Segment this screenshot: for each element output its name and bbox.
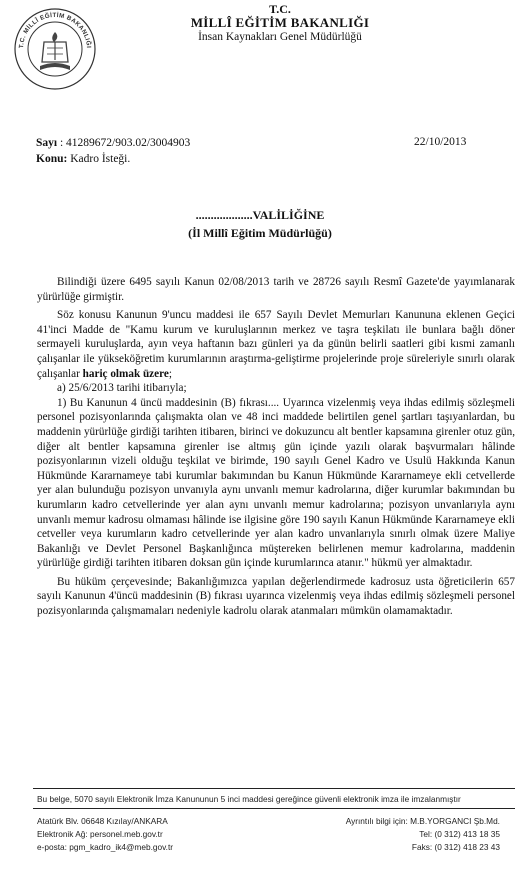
footer-address: Atatürk Blv. 06648 Kızılay/ANKARA [37, 816, 168, 826]
footer-electronic-network: Elektronik Ağ: personel.meb.gov.tr [37, 829, 163, 839]
header-tc: T.C. [269, 2, 291, 16]
ministry-logo [12, 4, 98, 90]
recipient-title: ...................VALİLİĞİNE [195, 208, 325, 222]
paragraph-2-emphasis: hariç olmak üzere [82, 367, 169, 380]
paragraph-2 [37, 308, 515, 381]
sayi-value: : 41289672/903.02/3004903 [59, 137, 191, 149]
sayi-row [36, 137, 190, 149]
sayi-label: Sayı [36, 137, 58, 149]
footer-phone: Tel: (0 312) 413 18 35 [419, 829, 500, 839]
recipient-subtitle: (İl Millî Eğitim Müdürlüğü) [188, 226, 332, 240]
paragraph-5: Bu hüküm çerçevesinde; Bakanlığımızca yapılan değerlendirmede kadrosuz usta öğreticilerin 657 sayılı Kanunun 4'üncü maddesinin (B) fıkrası uyarınca vizelenmiş veya ihdas edilmiş sözleşmeli personel pozisyonlarında çalışmamaları nedeniyle kadrolu olarak atanmaları mümkün olamamaktadır. [37, 575, 515, 618]
logo-text: T.C. MİLLÎ EĞİTİM BAKANLIĞI [17, 11, 93, 49]
paragraph-2-text: Söz konusu Kanunun 9'uncu maddesi ile 657 Sayılı Devlet Memurları Kanununa eklenen Geçici 41'inci Madde de "Kamu kurum ve kuruluşlarının merkez ve taşra teşkilatı ile bunlara bağlı döner sermayeli kuruluşlarda, ayın veya haftanın bazı günleri ya da günün belirli saatleri gibi kısmi zamanlı çalışanlar ile yükseköğretim kurumlarının araştırma-geliştirme projelerinde proje süreleriyle sınırlı olarak çalışanlar [37, 309, 515, 380]
footer-fax: Faks: (0 312) 418 23 43 [411, 842, 500, 852]
konu-row [36, 153, 130, 165]
paragraph-1: Bilindiği üzere 6495 sayılı Kanun 02/08/2013 tarih ve 28726 sayılı Resmî Gazete'de yayımlanarak yürürlüğe girmiştir. [37, 276, 515, 303]
konu-value: Kadro İsteği. [70, 153, 131, 165]
esign-note: Bu belge, 5070 sayılı Elektronik İmza Kanununun 5 inci maddesi gereğince güvenli elektronik imza ile imzalanmıştır [37, 794, 461, 804]
footer-bottom-rule [33, 808, 515, 809]
paragraph-4: 1) Bu Kanunun 4 üncü maddesinin (B) fıkrası.... Uyarınca vizelenmiş veya ihdas edilmiş sözleşmeli personel pozisyonlarında çalışmakta olan ve 48 inci maddede belirtilen genel şartları taşıyanlardan, bu maddenin yürürlüğe girdiği tarihten itibaren, birinci ve dokuzuncu alt bentler kapsamına girenler otuz gün, diğer alt bentler kapsamına girenler ise altmış gün içinde yazılı olarak başvurmaları hâlinde pozisyonlarının vizeli olduğu teşkilat ve birimde, 190 sayılı Genel Kadro ve Usulü Hakkında Kanun Hükmünde Kararnameye tabi kurumlar bakımından bu Kanun Hükmünde Kararnameye ekli cetvellerde yer alan bulunduğu pozisyon unvanıyla aynı unvanlı memur kadrolarına, diğer kurumlar bakımından bu kurumların kadro cetvellerinde yer alan aynı unvanlı memur kadrolarına; pozisyon unvanlarıyla aynı unvanlı memur kadrosu olmaması hâlinde ise ilgisine göre 190 sayılı Kanun Hükmünde Kararnameye ekli cetveller veya kurumların kadro cetvellerinde yer alan kadro unvanlarıyla sınırlı olmak üzere Maliye Bakanlığı ve Devlet Personel Başkanlığınca müştereken belirlenen memur kadrolarına, maddenin yürürlüğe girdiği tarihten itibaren doksan gün içinde kurumlarınca atanır." hükmü yer almaktadır. [37, 396, 515, 570]
footer-contact-info: Ayrıntılı bilgi için: M.B.YORGANCI Şb.Md. [345, 816, 500, 826]
paragraph-3: a) 25/6/2013 tarihi itibarıyla; [57, 382, 187, 395]
footer-top-rule [33, 788, 515, 789]
konu-label: Konu: [36, 153, 68, 165]
footer-email: e-posta: pgm_kadro_ik4@meb.gov.tr [37, 842, 174, 852]
document-date: 22/10/2013 [414, 136, 467, 148]
header-department: İnsan Kaynakları Genel Müdürlüğü [198, 31, 362, 43]
header-ministry: MİLLÎ EĞİTİM BAKANLIĞI [190, 15, 370, 30]
paragraph-2-end: ; [168, 367, 172, 380]
letter-body [37, 275, 515, 619]
